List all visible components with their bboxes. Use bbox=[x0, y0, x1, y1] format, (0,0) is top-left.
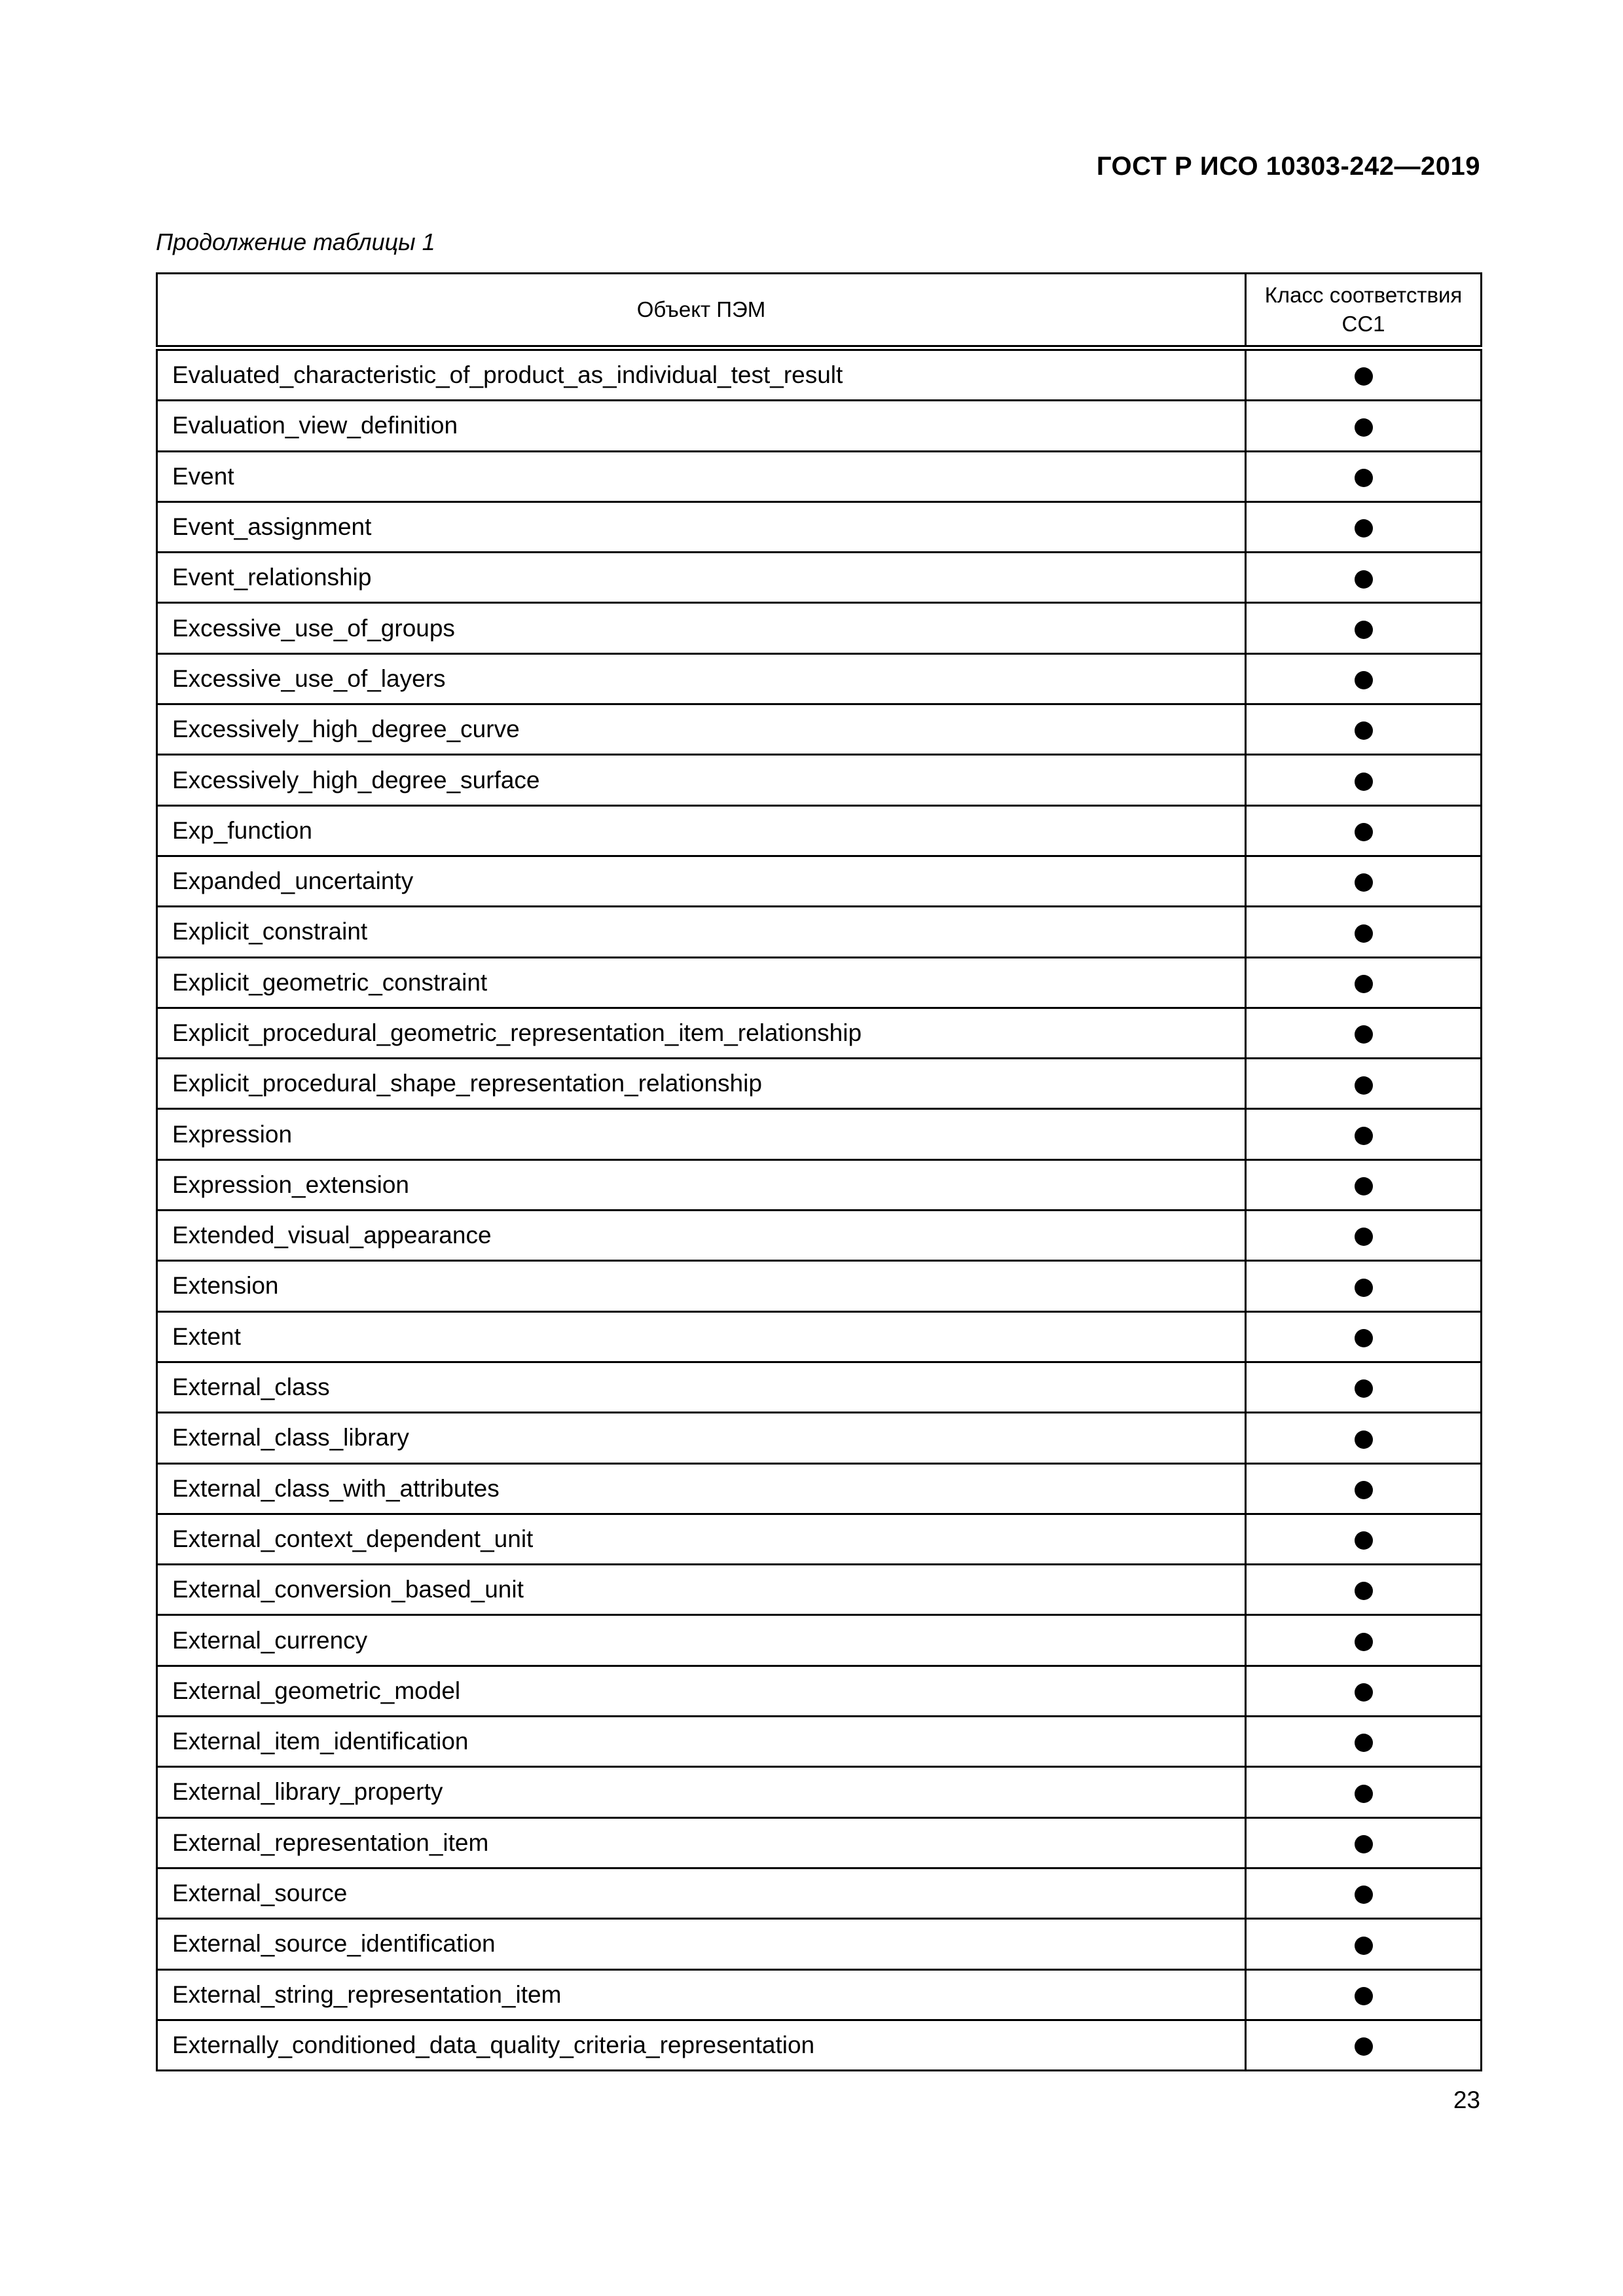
object-name-cell: Event_assignment bbox=[157, 501, 1246, 552]
cc1-cell bbox=[1246, 957, 1482, 1008]
object-name-cell: External_representation_item bbox=[157, 1817, 1246, 1868]
filled-circle-icon bbox=[1355, 1379, 1373, 1398]
filled-circle-icon bbox=[1355, 924, 1373, 943]
object-name-cell: External_library_property bbox=[157, 1767, 1246, 1817]
cc1-cell bbox=[1246, 1514, 1482, 1564]
table-row bbox=[157, 1969, 1482, 2020]
cc1-cell bbox=[1246, 755, 1482, 805]
cc1-cell bbox=[1246, 1211, 1482, 1261]
table-row bbox=[157, 856, 1482, 906]
cc1-cell bbox=[1246, 1717, 1482, 1767]
table-row bbox=[157, 1109, 1482, 1159]
document-header: ГОСТ Р ИСО 10303-242—2019 bbox=[1096, 152, 1480, 181]
cc1-cell bbox=[1246, 805, 1482, 856]
filled-circle-icon bbox=[1355, 1582, 1373, 1600]
filled-circle-icon bbox=[1355, 1785, 1373, 1803]
cc1-cell bbox=[1246, 1615, 1482, 1666]
object-name-cell: External_context_dependent_unit bbox=[157, 1514, 1246, 1564]
object-name-cell: External_class bbox=[157, 1362, 1246, 1412]
table-row bbox=[157, 2020, 1482, 2070]
column-header-object: Объект ПЭМ bbox=[157, 274, 1246, 348]
filled-circle-icon bbox=[1355, 1329, 1373, 1347]
filled-circle-icon bbox=[1355, 1279, 1373, 1297]
filled-circle-icon bbox=[1355, 1481, 1373, 1499]
object-name-cell: External_currency bbox=[157, 1615, 1246, 1666]
table-row bbox=[157, 653, 1482, 704]
table-row bbox=[157, 1817, 1482, 1868]
filled-circle-icon bbox=[1355, 1886, 1373, 1904]
page-number: 23 bbox=[1453, 2086, 1480, 2113]
object-name-cell: External_class_with_attributes bbox=[157, 1463, 1246, 1514]
table-caption: Продолжение таблицы 1 bbox=[156, 228, 435, 255]
filled-circle-icon bbox=[1355, 469, 1373, 487]
cc1-cell bbox=[1246, 553, 1482, 603]
cc1-cell bbox=[1246, 1767, 1482, 1817]
object-name-cell: External_string_representation_item bbox=[157, 1969, 1246, 2020]
table-row bbox=[157, 1159, 1482, 1210]
cc1-cell bbox=[1246, 704, 1482, 755]
object-name-cell: Expanded_uncertainty bbox=[157, 856, 1246, 906]
cc1-cell bbox=[1246, 501, 1482, 552]
table-row bbox=[157, 1868, 1482, 1918]
table-row bbox=[157, 805, 1482, 856]
object-name-cell: External_conversion_based_unit bbox=[157, 1565, 1246, 1615]
cc1-cell bbox=[1246, 1008, 1482, 1058]
cc1-cell bbox=[1246, 1666, 1482, 1716]
cc1-cell bbox=[1246, 401, 1482, 451]
filled-circle-icon bbox=[1355, 1127, 1373, 1145]
cc1-cell bbox=[1246, 1919, 1482, 1969]
object-name-cell: Excessively_high_degree_surface bbox=[157, 755, 1246, 805]
object-name-cell: Extent bbox=[157, 1311, 1246, 1362]
table-row bbox=[157, 1919, 1482, 1969]
table-row bbox=[157, 553, 1482, 603]
table-row bbox=[157, 1311, 1482, 1362]
object-name-cell: Excessively_high_degree_curve bbox=[157, 704, 1246, 755]
filled-circle-icon bbox=[1355, 873, 1373, 892]
object-name-cell: External_class_library bbox=[157, 1413, 1246, 1463]
cc1-cell bbox=[1246, 1565, 1482, 1615]
cc1-cell bbox=[1246, 653, 1482, 704]
column-header-class-code: CC1 bbox=[1341, 312, 1385, 336]
filled-circle-icon bbox=[1355, 519, 1373, 538]
filled-circle-icon bbox=[1355, 1430, 1373, 1449]
filled-circle-icon bbox=[1355, 1531, 1373, 1550]
filled-circle-icon bbox=[1355, 1076, 1373, 1095]
cc1-cell bbox=[1246, 1463, 1482, 1514]
cc1-cell bbox=[1246, 1059, 1482, 1109]
cc1-cell bbox=[1246, 1311, 1482, 1362]
cc1-cell bbox=[1246, 2020, 1482, 2070]
object-name-cell: External_geometric_model bbox=[157, 1666, 1246, 1716]
conformance-table bbox=[156, 272, 1482, 2071]
filled-circle-icon bbox=[1355, 1228, 1373, 1246]
object-name-cell: Evaluation_view_definition bbox=[157, 401, 1246, 451]
object-name-cell: Excessive_use_of_groups bbox=[157, 603, 1246, 653]
filled-circle-icon bbox=[1355, 1633, 1373, 1651]
object-name-cell: Exp_function bbox=[157, 805, 1246, 856]
cc1-cell bbox=[1246, 1261, 1482, 1311]
filled-circle-icon bbox=[1355, 2037, 1373, 2056]
cc1-cell bbox=[1246, 1817, 1482, 1868]
object-name-cell: Expression bbox=[157, 1109, 1246, 1159]
table-row bbox=[157, 1059, 1482, 1109]
table-row bbox=[157, 451, 1482, 501]
table-row bbox=[157, 348, 1482, 401]
table-row bbox=[157, 1514, 1482, 1564]
table-row bbox=[157, 1211, 1482, 1261]
table-row bbox=[157, 1413, 1482, 1463]
table-row bbox=[157, 1362, 1482, 1412]
table-row bbox=[157, 1565, 1482, 1615]
table-row bbox=[157, 501, 1482, 552]
cc1-cell bbox=[1246, 603, 1482, 653]
table-header bbox=[157, 274, 1482, 348]
filled-circle-icon bbox=[1355, 773, 1373, 791]
object-name-cell: Explicit_geometric_constraint bbox=[157, 957, 1246, 1008]
table-row bbox=[157, 1463, 1482, 1514]
table-row bbox=[157, 907, 1482, 957]
cc1-cell bbox=[1246, 1868, 1482, 1918]
object-name-cell: Expression_extension bbox=[157, 1159, 1246, 1210]
table-row bbox=[157, 401, 1482, 451]
cc1-cell bbox=[1246, 1109, 1482, 1159]
filled-circle-icon bbox=[1355, 570, 1373, 589]
object-name-cell: Extended_visual_appearance bbox=[157, 1211, 1246, 1261]
table-row bbox=[157, 1615, 1482, 1666]
object-name-cell: Evaluated_characteristic_of_product_as_individual_test_result bbox=[157, 348, 1246, 401]
table-row bbox=[157, 755, 1482, 805]
cc1-cell bbox=[1246, 1362, 1482, 1412]
table-row bbox=[157, 957, 1482, 1008]
filled-circle-icon bbox=[1355, 1683, 1373, 1702]
column-header-conformance-class bbox=[1246, 274, 1482, 348]
filled-circle-icon bbox=[1355, 621, 1373, 639]
object-name-cell: Event_relationship bbox=[157, 553, 1246, 603]
filled-circle-icon bbox=[1355, 367, 1373, 386]
table-row bbox=[157, 704, 1482, 755]
cc1-cell bbox=[1246, 1969, 1482, 2020]
cc1-cell bbox=[1246, 907, 1482, 957]
object-name-cell: Event bbox=[157, 451, 1246, 501]
object-name-cell: Explicit_constraint bbox=[157, 907, 1246, 957]
filled-circle-icon bbox=[1355, 671, 1373, 689]
cc1-cell bbox=[1246, 451, 1482, 501]
object-name-cell: Externally_conditioned_data_quality_criteria_representation bbox=[157, 2020, 1246, 2070]
object-name-cell: Explicit_procedural_geometric_representation_item_relationship bbox=[157, 1008, 1246, 1058]
filled-circle-icon bbox=[1355, 1835, 1373, 1853]
cc1-cell bbox=[1246, 348, 1482, 401]
filled-circle-icon bbox=[1355, 1734, 1373, 1752]
table-row bbox=[157, 603, 1482, 653]
filled-circle-icon bbox=[1355, 975, 1373, 993]
object-name-cell: External_item_identification bbox=[157, 1717, 1246, 1767]
object-name-cell: External_source_identification bbox=[157, 1919, 1246, 1969]
table-row bbox=[157, 1666, 1482, 1716]
filled-circle-icon bbox=[1355, 1987, 1373, 2005]
cc1-cell bbox=[1246, 1413, 1482, 1463]
table-body bbox=[157, 348, 1482, 2071]
table-row bbox=[157, 1261, 1482, 1311]
object-name-cell: Extension bbox=[157, 1261, 1246, 1311]
table-row bbox=[157, 1717, 1482, 1767]
cc1-cell bbox=[1246, 856, 1482, 906]
object-name-cell: External_source bbox=[157, 1868, 1246, 1918]
column-header-class-label: Класс соответствия bbox=[1264, 283, 1463, 307]
table-header-row bbox=[157, 274, 1482, 348]
object-name-cell: Excessive_use_of_layers bbox=[157, 653, 1246, 704]
object-name-cell: Explicit_procedural_shape_representation_relationship bbox=[157, 1059, 1246, 1109]
filled-circle-icon bbox=[1355, 1937, 1373, 1955]
filled-circle-icon bbox=[1355, 1025, 1373, 1044]
filled-circle-icon bbox=[1355, 823, 1373, 841]
filled-circle-icon bbox=[1355, 721, 1373, 740]
filled-circle-icon bbox=[1355, 418, 1373, 437]
table-row bbox=[157, 1767, 1482, 1817]
cc1-cell bbox=[1246, 1159, 1482, 1210]
table-row bbox=[157, 1008, 1482, 1058]
filled-circle-icon bbox=[1355, 1177, 1373, 1195]
